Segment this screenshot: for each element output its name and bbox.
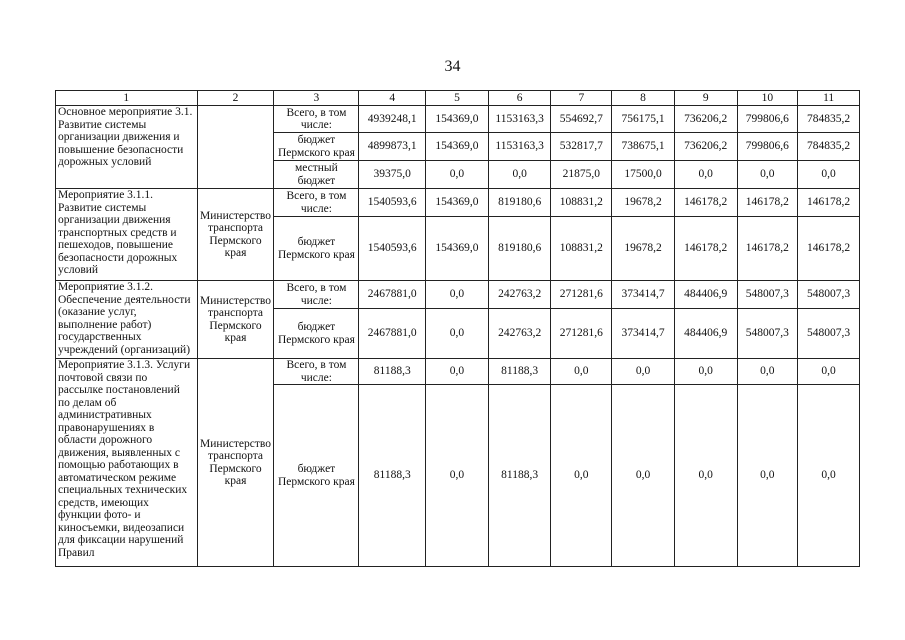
- column-header: 4: [359, 91, 426, 106]
- funding-source: Всего, в том числе:: [274, 189, 359, 217]
- value-cell: 108831,2: [551, 189, 612, 217]
- activity-name: Мероприятие 3.1.2. Обеспечение деятельности (оказание услуг, выполнение работ) государственных учреждений (организаций): [56, 281, 198, 359]
- value-cell: 0,0: [426, 385, 489, 567]
- value-cell: 0,0: [426, 359, 489, 385]
- value-cell: 154369,0: [426, 217, 489, 281]
- value-cell: 784835,2: [798, 133, 860, 161]
- value-cell: 0,0: [551, 385, 612, 567]
- value-cell: 548007,3: [798, 309, 860, 359]
- value-cell: 1153163,3: [488, 106, 551, 133]
- value-cell: 242763,2: [488, 309, 551, 359]
- funding-source: бюджет Пермского края: [274, 217, 359, 281]
- value-cell: 81188,3: [359, 385, 426, 567]
- table-row: [56, 106, 860, 133]
- value-cell: 736206,2: [674, 133, 737, 161]
- value-cell: 0,0: [612, 385, 675, 567]
- value-cell: 756175,1: [612, 106, 675, 133]
- value-cell: 2467881,0: [359, 281, 426, 309]
- value-cell: 39375,0: [359, 161, 426, 189]
- column-header: 11: [798, 91, 860, 106]
- value-cell: 4899873,1: [359, 133, 426, 161]
- funding-source: Всего, в том числе:: [274, 281, 359, 309]
- value-cell: 784835,2: [798, 106, 860, 133]
- value-cell: 484406,9: [674, 281, 737, 309]
- value-cell: 154369,0: [426, 133, 489, 161]
- column-header: 1: [56, 91, 198, 106]
- executor: Министерство транспорта Пермского края: [197, 189, 274, 281]
- value-cell: 373414,7: [612, 281, 675, 309]
- value-cell: 0,0: [612, 359, 675, 385]
- value-cell: 0,0: [737, 359, 798, 385]
- activity-name: Мероприятие 3.1.1. Развитие системы организации движения транспортных средств и пешеходов, повышение безопасности дорожных условий: [56, 189, 198, 281]
- value-cell: 17500,0: [612, 161, 675, 189]
- executor: Министерство транспорта Пермского края: [197, 359, 274, 567]
- funding-source: бюджет Пермского края: [274, 309, 359, 359]
- value-cell: 81188,3: [488, 359, 551, 385]
- activity-name: Основное мероприятие 3.1. Развитие системы организации движения и повышение безопасности дорожных условий: [56, 106, 198, 189]
- table-row: [56, 189, 860, 217]
- value-cell: 736206,2: [674, 106, 737, 133]
- value-cell: 2467881,0: [359, 309, 426, 359]
- value-cell: 548007,3: [737, 281, 798, 309]
- value-cell: 799806,6: [737, 133, 798, 161]
- value-cell: 146178,2: [737, 189, 798, 217]
- value-cell: 19678,2: [612, 189, 675, 217]
- value-cell: 271281,6: [551, 309, 612, 359]
- value-cell: 81188,3: [488, 385, 551, 567]
- value-cell: 242763,2: [488, 281, 551, 309]
- value-cell: 19678,2: [612, 217, 675, 281]
- value-cell: 154369,0: [426, 189, 489, 217]
- column-header: 8: [612, 91, 675, 106]
- column-header: 7: [551, 91, 612, 106]
- value-cell: 532817,7: [551, 133, 612, 161]
- column-header: 2: [197, 91, 274, 106]
- column-header: 9: [674, 91, 737, 106]
- value-cell: 738675,1: [612, 133, 675, 161]
- value-cell: 146178,2: [737, 217, 798, 281]
- value-cell: 108831,2: [551, 217, 612, 281]
- value-cell: 0,0: [426, 309, 489, 359]
- value-cell: 21875,0: [551, 161, 612, 189]
- value-cell: 548007,3: [798, 281, 860, 309]
- table-row: [56, 359, 860, 385]
- executor: Министерство транспорта Пермского края: [197, 281, 274, 359]
- value-cell: 271281,6: [551, 281, 612, 309]
- value-cell: 81188,3: [359, 359, 426, 385]
- column-header: 5: [426, 91, 489, 106]
- value-cell: 0,0: [737, 161, 798, 189]
- value-cell: 0,0: [426, 281, 489, 309]
- value-cell: 819180,6: [488, 189, 551, 217]
- funding-source: Всего, в том числе:: [274, 106, 359, 133]
- value-cell: 1540593,6: [359, 217, 426, 281]
- value-cell: 484406,9: [674, 309, 737, 359]
- value-cell: 0,0: [798, 359, 860, 385]
- value-cell: 154369,0: [426, 106, 489, 133]
- activity-name: Мероприятие 3.1.3. Услуги почтовой связи по рассылке постановлений по делам об административных правонарушениях в области дорожного движения, выявленных с помощью работающих в автоматическом режиме специальных технических средств, имеющих функции фото- и киносъемки, видеозаписи для фиксации нарушений Правил: [56, 359, 198, 567]
- value-cell: 0,0: [798, 161, 860, 189]
- value-cell: 4939248,1: [359, 106, 426, 133]
- value-cell: 0,0: [798, 385, 860, 567]
- value-cell: 548007,3: [737, 309, 798, 359]
- funding-source: местный бюджет: [274, 161, 359, 189]
- value-cell: 0,0: [737, 385, 798, 567]
- value-cell: 146178,2: [674, 217, 737, 281]
- funding-source: Всего, в том числе:: [274, 359, 359, 385]
- value-cell: 0,0: [674, 161, 737, 189]
- value-cell: 1153163,3: [488, 133, 551, 161]
- value-cell: 0,0: [674, 385, 737, 567]
- value-cell: 373414,7: [612, 309, 675, 359]
- column-header: 6: [488, 91, 551, 106]
- value-cell: 799806,6: [737, 106, 798, 133]
- value-cell: 819180,6: [488, 217, 551, 281]
- funding-source: бюджет Пермского края: [274, 385, 359, 567]
- value-cell: 554692,7: [551, 106, 612, 133]
- value-cell: 0,0: [426, 161, 489, 189]
- value-cell: 0,0: [674, 359, 737, 385]
- value-cell: 146178,2: [674, 189, 737, 217]
- header-row: [56, 91, 860, 106]
- column-header: 3: [274, 91, 359, 106]
- value-cell: 0,0: [488, 161, 551, 189]
- page-number: 34: [444, 58, 461, 75]
- value-cell: 1540593,6: [359, 189, 426, 217]
- table-row: [56, 281, 860, 309]
- value-cell: 146178,2: [798, 189, 860, 217]
- funding-source: бюджет Пермского края: [274, 133, 359, 161]
- executor: [197, 106, 274, 189]
- value-cell: 146178,2: [798, 217, 860, 281]
- value-cell: 0,0: [551, 359, 612, 385]
- column-header: 10: [737, 91, 798, 106]
- budget-table: [55, 90, 860, 567]
